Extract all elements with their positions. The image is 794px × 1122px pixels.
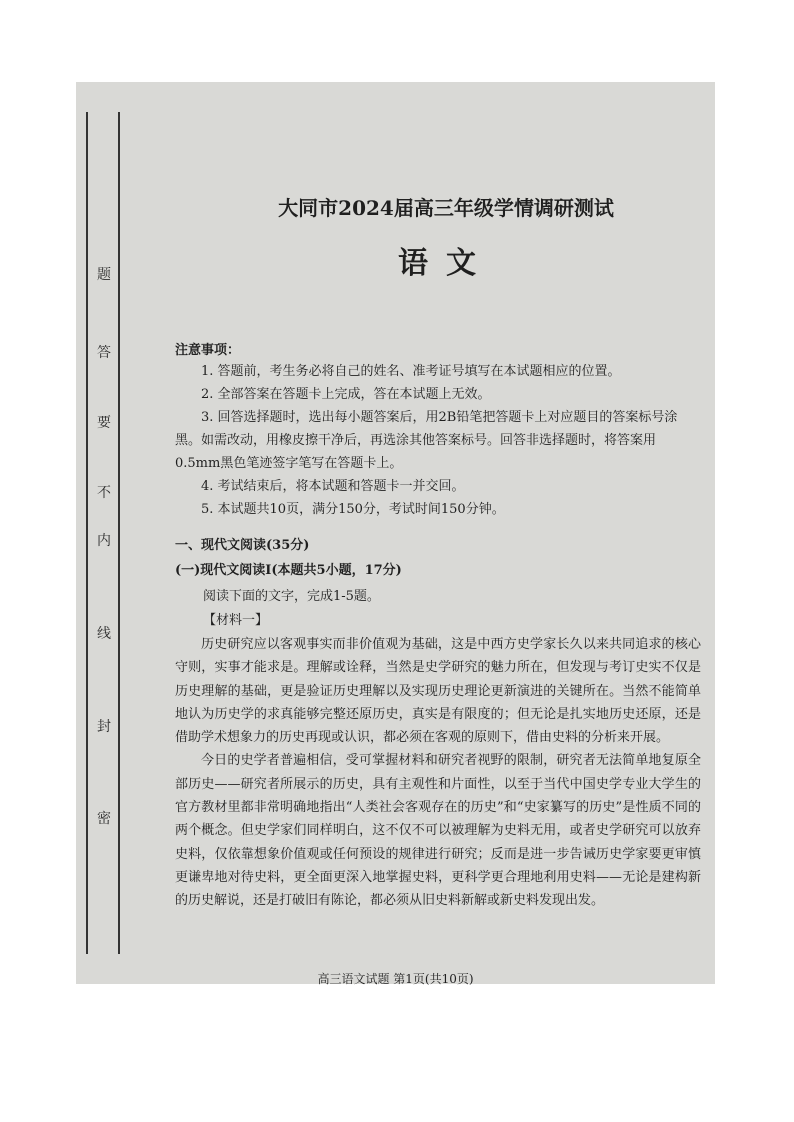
notice-item: 2. 全部答案在答题卡上完成，答在本试题上无效。 [201,387,491,402]
notice-item: 1. 答题前，考生务必将自己的姓名、准考证号填写在本试题相应的位置。 [201,364,621,379]
binding-char: 题 [97,267,111,283]
reading-instruction: 阅读下面的文字，完成1-5题。 [203,589,380,604]
binding-char: 不 [97,485,111,501]
binding-line-outer [86,112,88,954]
passage [175,633,701,913]
notice-item: 4. 考试结束后，将本试题和答题卡一并交回。 [201,479,465,494]
notice-item: 5. 本试题共10页，满分150分，考试时间150分钟。 [201,502,505,517]
binding-char: 封 [97,719,111,735]
page-footer: 高三语文试题 第1页(共10页) [317,972,474,986]
binding-char: 线 [97,626,111,642]
binding-line-inner [118,112,120,954]
notice-heading: 注意事项： [175,343,241,358]
exam-title: 大同市2024届高三年级学情调研测试 [278,196,614,220]
passage-paragraph: 历史研究应以客观事实而非价值观为基础，这是中西方史学家长久以来共同追求的核心守则，实事才能求是。理解或诠释，当然是史学研究的魅力所在，但发现与考订史实不仅是历史理解的基础，更是验证历史理解以及实现历史理论更新演进的关键所在。当然不能简单地认为历史学的求真能够完整还原历史，真实是有限度的；但无论是扎实地历史还原，还是借助学术想象力的历史再现或认识，都必须在客观的原则下，借由史料的分析来开展。 [175,637,701,746]
binding-char: 密 [97,811,111,827]
passage-paragraph: 今日的史学者普遍相信，受可掌握材料和研究者视野的限制，研究者无法简单地复原全部历史——研究者所展示的历史，具有主观性和片面性，以至于当代中国史学专业大学生的官方教材里都非常明确地指出“人类社会客观存在的历史”和“史家纂写的历史”是性质不同的两个概念。但史学家们同样明白，这不仅不可以被理解为史料无用，或者史学研究可以放弃史料，仅依靠想象价值观或任何预设的规律进行研究；反而是进一步告诫历史学家要更审慎更谦卑地对待史料，更全面更深入地掌握史料，更科学更合理地利用史料——无论是建构新的历史解说，还是打破旧有陈论，都必须从旧史料新解或新史料发现出发。 [175,753,701,909]
exam-paper [76,82,715,984]
binding-char: 内 [97,533,111,549]
material-label: 【材料一】 [203,613,269,628]
notice-item: 3. 回答选择题时，选出每小题答案后，用2B铅笔把答题卡上对应题目的答案标号涂黑。如需改动，用橡皮擦干净后，再选涂其他答案标号。回答非选择题时，将答案用0.5mm黑色笔迹签字笔写在答题卡上。 [175,410,678,471]
subject-title: 语文 [398,246,494,281]
section-heading: 一、现代文阅读(35分) [175,538,310,553]
subsection-heading: (一)现代文阅读Ⅰ(本题共5小题，17分) [175,563,402,578]
binding-char: 要 [97,415,111,431]
binding-margin [76,82,122,984]
binding-char: 答 [97,345,111,361]
notice-list [175,360,695,521]
